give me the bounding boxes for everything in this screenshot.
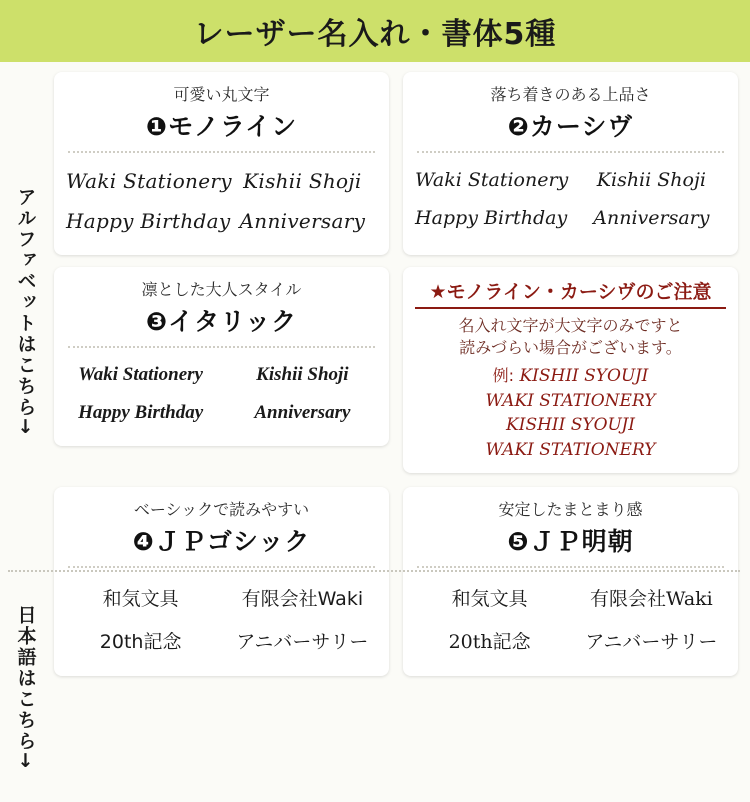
card-rule bbox=[417, 566, 724, 568]
font-title bbox=[415, 107, 726, 143]
font-samples bbox=[66, 578, 377, 664]
font-card-italic bbox=[54, 267, 389, 446]
font-row-1 bbox=[54, 72, 738, 255]
font-title bbox=[415, 522, 726, 558]
font-card-jp-mincho bbox=[403, 487, 738, 676]
notice-example-row bbox=[415, 364, 726, 389]
sample-text: Waki Stationery bbox=[66, 169, 232, 193]
page-header bbox=[0, 0, 750, 62]
notice-card bbox=[403, 267, 738, 473]
sample-text: Happy Birthday bbox=[66, 209, 231, 233]
side-label-alphabet: アルファベットはこちら→ bbox=[14, 186, 37, 436]
sample-text: Kishii Shoji bbox=[256, 364, 349, 385]
sample-text: Anniversary bbox=[254, 402, 351, 423]
sample-text: Waki Stationery bbox=[78, 364, 203, 385]
font-name: イタリック bbox=[168, 307, 298, 336]
font-card-monoline bbox=[54, 72, 389, 255]
font-samples bbox=[66, 163, 377, 243]
example-text: WAKI STATIONERY bbox=[485, 440, 656, 461]
page-title: レーザー名入れ・書体5種 bbox=[193, 17, 557, 52]
font-row-3 bbox=[54, 487, 738, 676]
font-title bbox=[66, 107, 377, 143]
font-samples bbox=[66, 358, 377, 434]
card-rule bbox=[68, 151, 375, 153]
font-number: ❸ bbox=[145, 307, 169, 336]
font-name: カーシヴ bbox=[529, 112, 634, 141]
sample-text: 20th記念 bbox=[448, 630, 531, 653]
font-subtitle: 安定したまとまり感 bbox=[498, 499, 643, 519]
font-name: ＪＰ明朝 bbox=[529, 526, 634, 556]
content-area bbox=[0, 62, 750, 770]
font-name: モノライン bbox=[168, 112, 298, 141]
font-subtitle: 凛とした大人スタイル bbox=[141, 280, 302, 299]
example-text: WAKI STATIONERY bbox=[485, 390, 656, 411]
notice-line-2: 読みづらい場合がございます。 bbox=[459, 337, 682, 357]
font-number: ❹ bbox=[132, 526, 155, 556]
font-subtitle: 可愛い丸文字 bbox=[173, 85, 270, 104]
sample-text: Anniversary bbox=[593, 207, 710, 229]
sample-text: Waki Stationery bbox=[415, 169, 569, 191]
example-text: KISHII SYOUJI bbox=[506, 415, 635, 436]
sample-text: Kishii Shoji bbox=[243, 169, 362, 193]
font-card-cursive bbox=[403, 72, 738, 255]
sample-text: Kishii Shoji bbox=[596, 169, 706, 191]
font-number: ❺ bbox=[507, 526, 530, 556]
card-rule bbox=[68, 346, 375, 348]
notice-heading-text: モノライン・カーシヴのご注意 bbox=[446, 281, 712, 303]
font-samples bbox=[415, 578, 726, 664]
sample-text: 有限会社Waki bbox=[241, 587, 364, 610]
sample-text: アニバーサリー bbox=[585, 630, 718, 653]
font-row-2 bbox=[54, 267, 738, 473]
sample-text: Happy Birthday bbox=[78, 402, 204, 423]
sample-text: 和気文具 bbox=[102, 587, 179, 610]
font-samples bbox=[415, 163, 726, 239]
sample-text: アニバーサリー bbox=[236, 630, 369, 653]
notice-examples bbox=[415, 364, 726, 463]
font-card-jp-gothic bbox=[54, 487, 389, 676]
sample-text: 有限会社Waki bbox=[589, 587, 713, 610]
sample-text: 20th記念 bbox=[99, 630, 182, 653]
sample-text: Anniversary bbox=[239, 209, 366, 233]
font-title bbox=[66, 522, 377, 558]
sample-text: 和気文具 bbox=[451, 587, 528, 610]
font-number: ❶ bbox=[145, 112, 169, 141]
notice-line-1: 名入れ文字が大文字のみですと bbox=[458, 316, 683, 335]
notice-heading bbox=[415, 277, 726, 309]
example-label: 例: bbox=[492, 366, 515, 386]
star-icon: ★ bbox=[429, 281, 447, 303]
font-name: ＪＰゴシック bbox=[154, 526, 311, 556]
font-subtitle: 落ち着きのある上品さ bbox=[490, 85, 651, 104]
font-number: ❷ bbox=[507, 112, 530, 141]
section-divider bbox=[8, 570, 740, 572]
notice-body bbox=[415, 315, 726, 358]
sample-text: Happy Birthday bbox=[415, 207, 568, 229]
font-subtitle: ベーシックで読みやすい bbox=[133, 499, 310, 519]
card-rule bbox=[417, 151, 724, 153]
side-label-japanese: 日本語はこちら→ bbox=[14, 604, 37, 770]
card-rule bbox=[68, 566, 375, 568]
example-text: KISHII SYOUJI bbox=[519, 366, 649, 387]
font-title bbox=[66, 302, 377, 338]
